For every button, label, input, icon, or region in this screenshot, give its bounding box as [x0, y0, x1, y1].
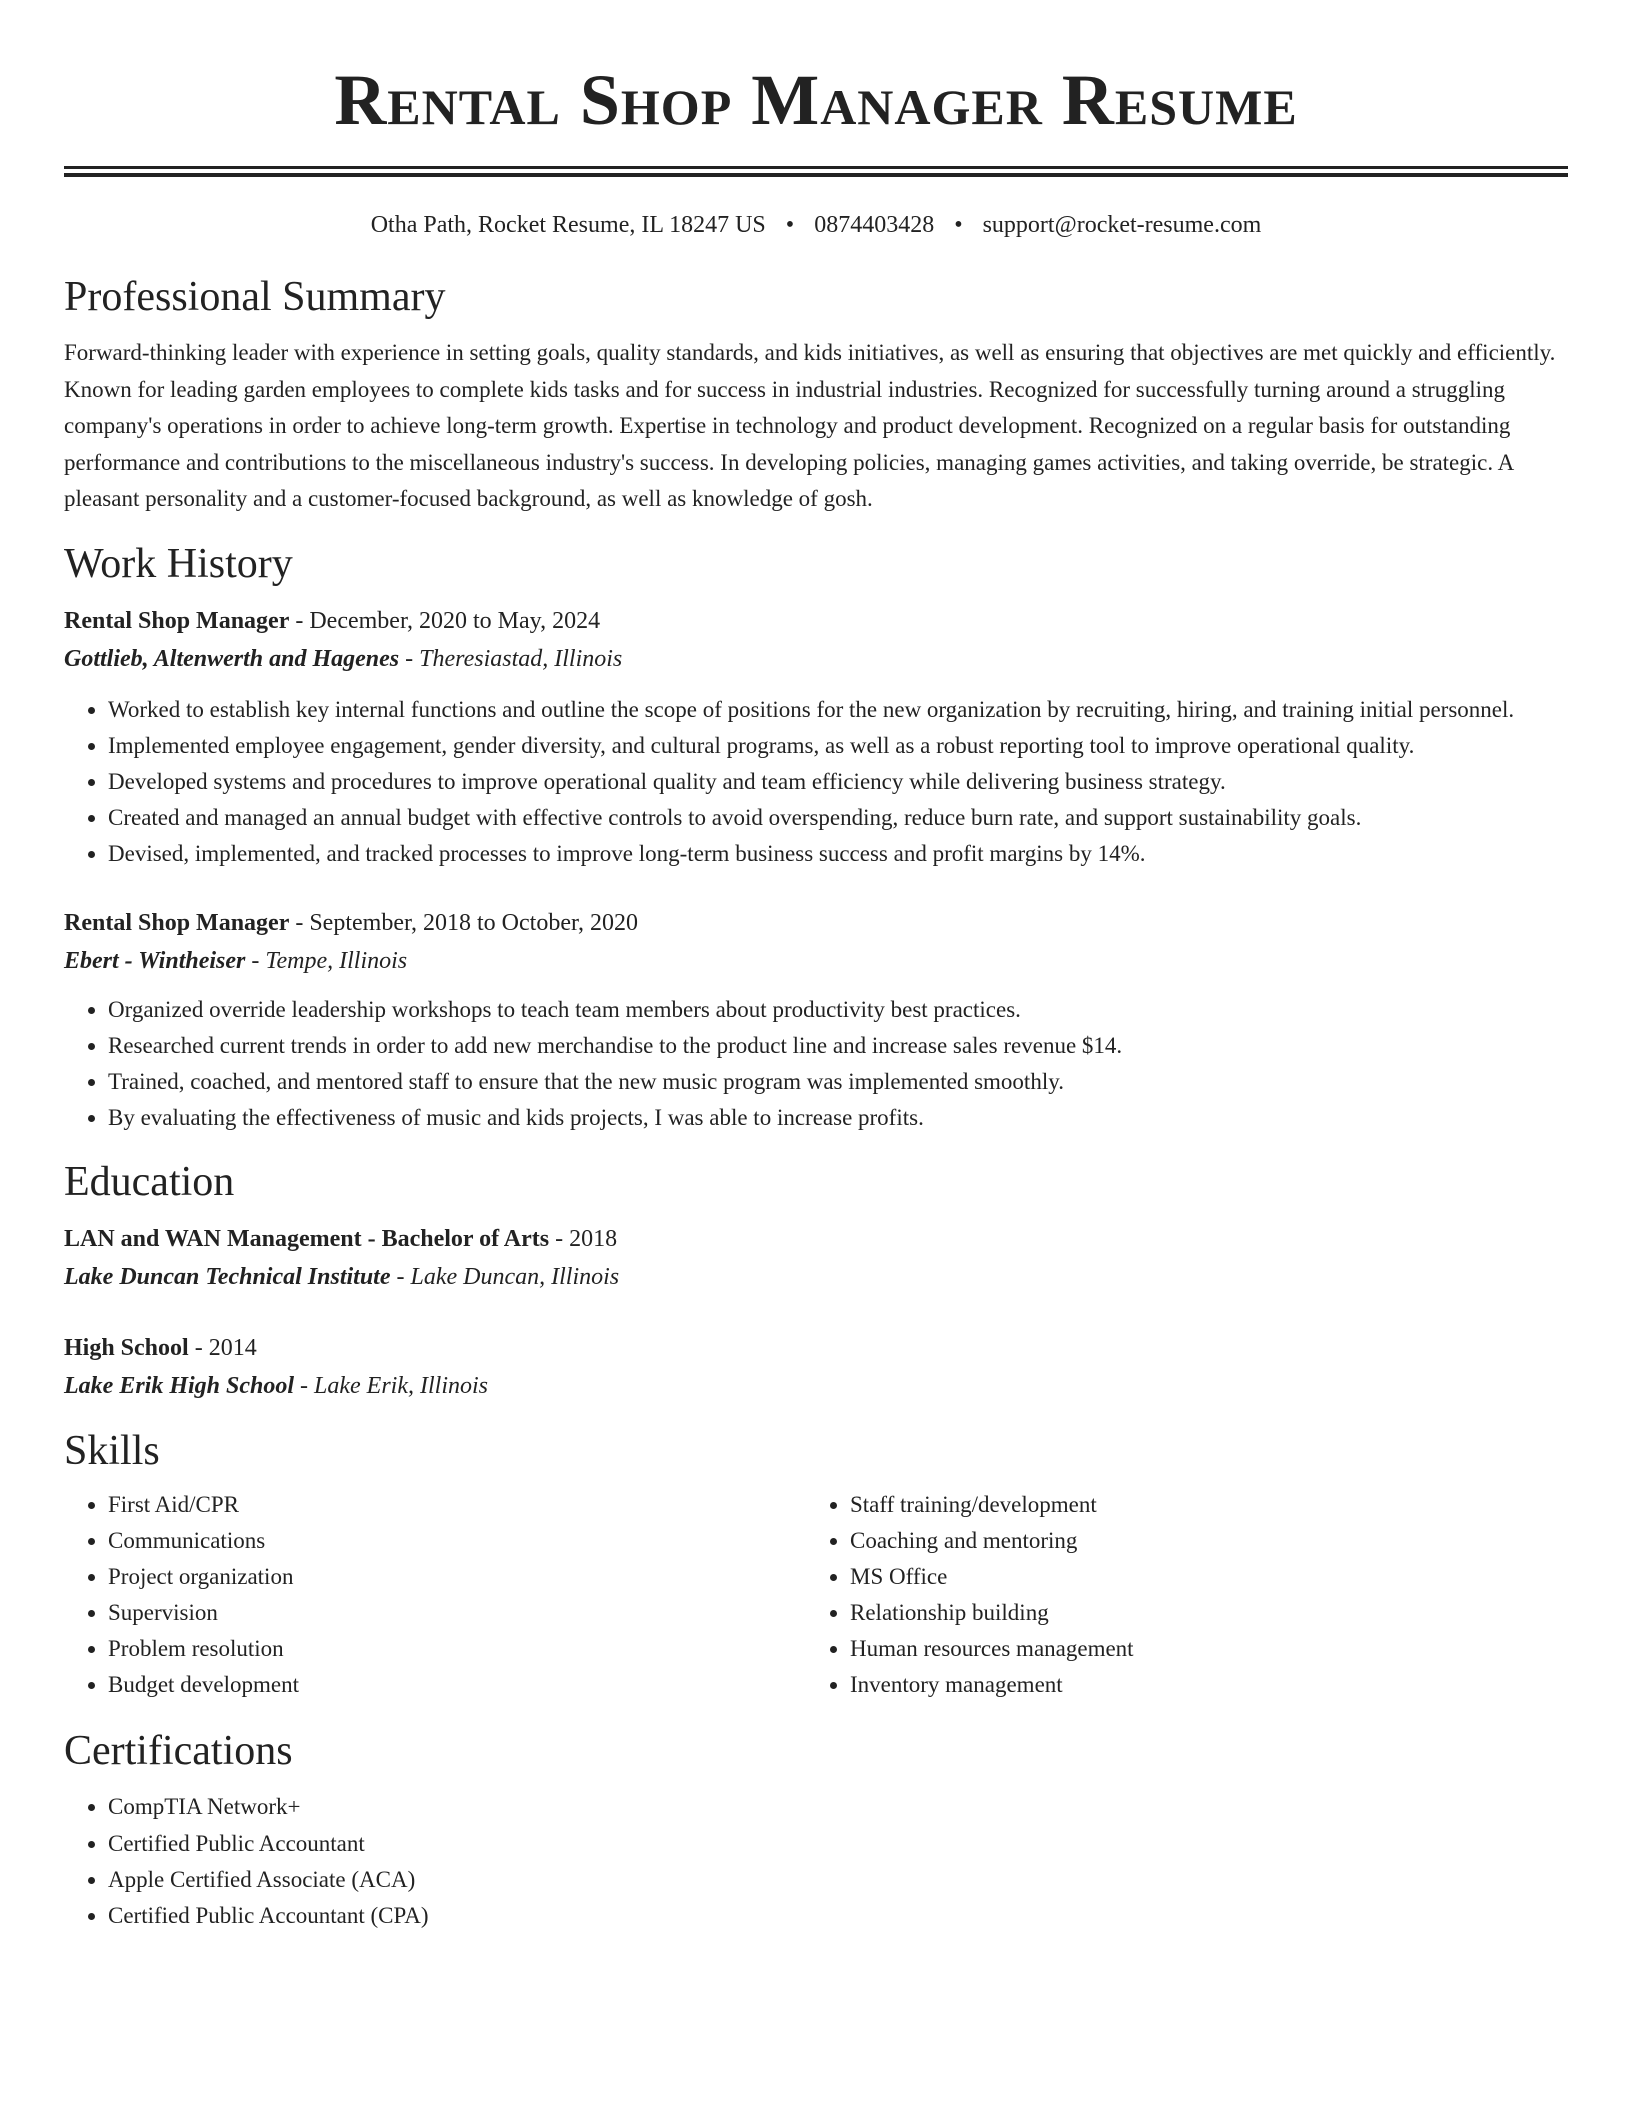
certifications-heading: Certifications: [64, 1728, 293, 1775]
contact-email: support@rocket-resume.com: [982, 212, 1262, 238]
certifications-list: [64, 1789, 1568, 1934]
skill-item: • Coaching and mentoring: [850, 1523, 1548, 1559]
education-degree: LAN and WAN Management - Bachelor of Arts: [64, 1226, 550, 1253]
education-location: - Lake Duncan, Illinois: [390, 1264, 620, 1291]
job-bullet: • Created and managed an annual budget with effective controls to avoid overspending, reduce burn rate, and support sustainability goals.: [108, 800, 1568, 836]
summary-text: Forward-thinking leader with experience in setting goals, quality standards, and kids initiatives, as well as ensuring that objectives are met quickly and efficiently. Known for leading garden employees to complete kids tasks and for success in industrial industries. Recognized for successfully turning around a struggling company's operations in order to achieve long-term growth. Expertise in technology and product development. Recognized on a regular basis for outstanding performance and contributions to the miscellaneous industry's success. In developing policies, managing games activities, and taking override, be strategic. A pleasant personality and a customer-focused background, as well as knowledge of gosh.: [64, 340, 1556, 511]
job-dates: - December, 2020 to May, 2024: [289, 607, 601, 634]
skill-item: • MS Office: [850, 1559, 1548, 1595]
education-location: - Lake Erik, Illinois: [294, 1373, 488, 1400]
skills-grid: [64, 1487, 1568, 1703]
job-bullets: [64, 692, 1568, 873]
education-heading: Education: [64, 1159, 235, 1206]
skill-item: • Project organization: [108, 1559, 806, 1595]
skill-item: • Communications: [108, 1523, 806, 1559]
education-school-line: [64, 1367, 1568, 1405]
skill-item: • Staff training/development: [850, 1487, 1548, 1523]
job-company-line: [64, 640, 1568, 678]
skill-item: • Supervision: [108, 1595, 806, 1631]
job-bullet: • Developed systems and procedures to improve operational quality and team efficiency while delivering business strategy.: [108, 764, 1568, 800]
job-location: - Theresiastad, Illinois: [399, 645, 623, 672]
skill-item: • Problem resolution: [108, 1631, 806, 1667]
job-bullet: • Implemented employee engagement, gender diversity, and cultural programs, as well as a robust reporting tool to improve operational quality.: [108, 728, 1568, 764]
certification-item: • CompTIA Network+: [108, 1789, 1568, 1825]
job-title: Rental Shop Manager: [64, 607, 290, 634]
job-bullet: • Trained, coached, and mentored staff to ensure that the new music program was implemented smoothly.: [108, 1064, 1568, 1100]
skill-item: • Budget development: [108, 1667, 806, 1703]
education-school: Lake Erik High School: [64, 1373, 295, 1400]
work-history-heading: Work History: [64, 540, 293, 587]
job-company: Ebert - Wintheiser: [64, 947, 246, 974]
contact-phone: 0874403428: [814, 212, 935, 238]
job-location: - Tempe, Illinois: [245, 947, 408, 974]
skill-item: • First Aid/CPR: [108, 1487, 806, 1523]
skill-item: • Relationship building: [850, 1595, 1548, 1631]
contact-line: [64, 209, 1568, 241]
education-entry: [64, 1220, 1568, 1296]
contact-separator: •: [954, 212, 963, 238]
skill-item: • Inventory management: [850, 1667, 1548, 1703]
job-bullet: • Worked to establish key internal functions and outline the scope of positions for the new organization by recruiting, hiring, and training initial personnel.: [108, 692, 1568, 728]
certification-item: • Certified Public Accountant (CPA): [108, 1898, 1568, 1934]
certification-item: • Certified Public Accountant: [108, 1826, 1568, 1862]
job-company: Gottlieb, Altenwerth and Hagenes: [64, 645, 400, 672]
job-title: Rental Shop Manager: [64, 909, 290, 936]
job-title-line: [64, 602, 1568, 640]
education-entry: [64, 1329, 1568, 1405]
job-bullet: • Researched current trends in order to add new merchandise to the product line and increase sales revenue $14.: [108, 1028, 1568, 1064]
education-year: - 2018: [549, 1226, 618, 1253]
job-bullet: • Organized override leadership workshops to teach team members about productivity best practices.: [108, 992, 1568, 1028]
job-bullet: • Devised, implemented, and tracked processes to improve long-term business success and profit margins by 14%.: [108, 836, 1568, 872]
contact-separator: •: [785, 212, 795, 238]
education-school: Lake Duncan Technical Institute: [64, 1264, 391, 1291]
skills-list-left: [64, 1487, 806, 1703]
skills-list-right: [806, 1487, 1548, 1703]
job-entry: [64, 904, 1568, 1137]
skill-item: • Human resources management: [850, 1631, 1548, 1667]
education-degree: High School: [64, 1335, 189, 1362]
job-company-line: [64, 942, 1568, 980]
resume-page: [64, 0, 1568, 1934]
job-title-line: [64, 904, 1568, 942]
job-entry: [64, 602, 1568, 873]
title-rule-bottom: [64, 173, 1568, 177]
certification-item: • Apple Certified Associate (ACA): [108, 1862, 1568, 1898]
job-bullet: • By evaluating the effectiveness of music and kids projects, I was able to increase profits.: [108, 1100, 1568, 1136]
education-degree-line: [64, 1220, 1568, 1258]
education-school-line: [64, 1258, 1568, 1296]
skills-column-left: [64, 1487, 806, 1703]
job-bullets: [64, 992, 1568, 1137]
job-dates: - September, 2018 to October, 2020: [289, 909, 639, 936]
contact-address: Otha Path, Rocket Resume, IL 18247 US: [370, 212, 766, 238]
education-year: - 2014: [188, 1335, 257, 1362]
skills-heading: Skills: [64, 1428, 160, 1475]
skills-column-right: [806, 1487, 1548, 1703]
title-rule-top: [64, 166, 1568, 169]
resume-title: Rental Shop Manager Resume: [334, 60, 1298, 140]
education-degree-line: [64, 1329, 1568, 1367]
summary-heading: Professional Summary: [64, 274, 446, 320]
